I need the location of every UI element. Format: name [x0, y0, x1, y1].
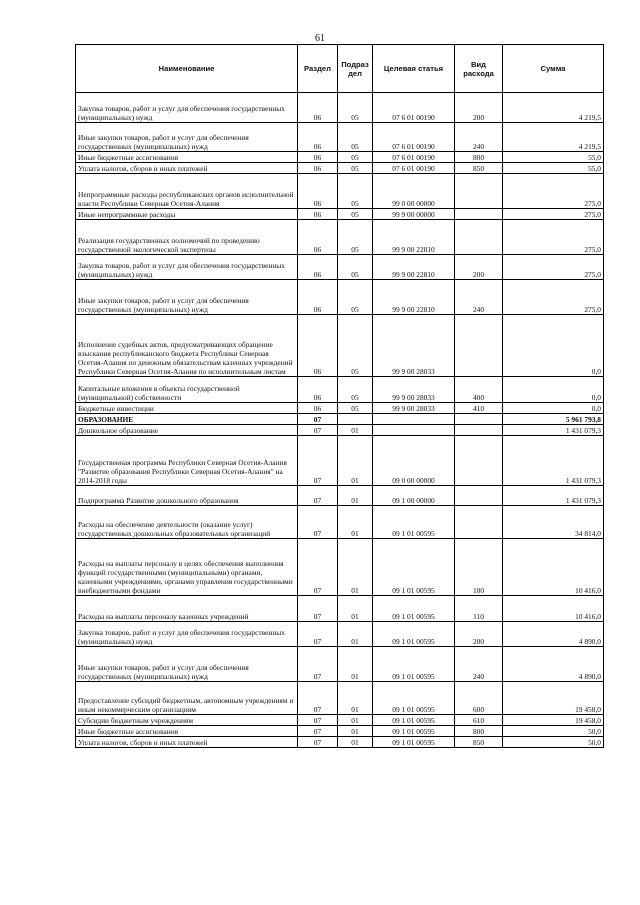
cell-section: 07 [298, 596, 338, 622]
cell-subsection: 05 [338, 174, 373, 209]
table-row [76, 123, 604, 152]
cell-amount: 275,0 [503, 280, 604, 315]
cell-section: 06 [298, 220, 338, 255]
cell-expense-type [455, 506, 503, 539]
table-row [76, 414, 604, 425]
table-row [76, 539, 604, 596]
cell-expense-type: 240 [455, 123, 503, 152]
table-row [76, 152, 604, 163]
budget-table [75, 44, 604, 748]
cell-expense-type [455, 414, 503, 425]
cell-subsection: 05 [338, 255, 373, 280]
cell-amount: 1 431 079,3 [503, 486, 604, 506]
table-row [76, 280, 604, 315]
cell-target: 09 1 01 00595 [373, 506, 455, 539]
cell-name: Субсидии бюджетным учреждениям [76, 715, 298, 726]
cell-subsection: 01 [338, 436, 373, 486]
cell-amount: 34 814,0 [503, 506, 604, 539]
cell-expense-type: 600 [455, 682, 503, 715]
cell-target: 09 1 01 00595 [373, 726, 455, 737]
cell-name: Бюджетные инвестиции [76, 403, 298, 414]
cell-amount: 0,0 [503, 377, 604, 403]
cell-name: Предоставление субсидий бюджетным, автономным учреждениям и иным некоммерческим организациям [76, 682, 298, 715]
cell-expense-type [455, 486, 503, 506]
cell-expense-type: 200 [455, 255, 503, 280]
cell-amount: 19 458,0 [503, 682, 604, 715]
table-row [76, 486, 604, 506]
table-row [76, 726, 604, 737]
cell-expense-type: 410 [455, 403, 503, 414]
cell-expense-type: 100 [455, 539, 503, 596]
cell-name: Капитальные вложения в объекты государственной (муниципальной) собственности [76, 377, 298, 403]
cell-name: Подпрограмма Развитие дошкольного образования [76, 486, 298, 506]
cell-section: 07 [298, 506, 338, 539]
cell-target: 99 9 00 22810 [373, 280, 455, 315]
cell-target: 09 1 00 00000 [373, 486, 455, 506]
cell-subsection: 05 [338, 280, 373, 315]
cell-subsection: 05 [338, 403, 373, 414]
cell-amount: 1 431 079,3 [503, 436, 604, 486]
cell-target: 99 9 00 28033 [373, 315, 455, 377]
cell-amount: 5 961 793,8 [503, 414, 604, 425]
table-row [76, 737, 604, 748]
table-row [76, 377, 604, 403]
cell-name: Закупка товаров, работ и услуг для обеспечения государственных (муниципальных) нужд [76, 622, 298, 647]
cell-expense-type: 400 [455, 377, 503, 403]
cell-subsection: 01 [338, 647, 373, 682]
cell-amount: 10 416,0 [503, 596, 604, 622]
cell-section: 07 [298, 682, 338, 715]
cell-section: 07 [298, 647, 338, 682]
cell-name: Расходы на обеспечение деятельности (оказание услуг) государственных дошкольных образовательных организаций [76, 506, 298, 539]
cell-section: 06 [298, 123, 338, 152]
table-row [76, 715, 604, 726]
table-row [76, 425, 604, 436]
cell-target [373, 425, 455, 436]
cell-name: Иные бюджетные ассигнования [76, 726, 298, 737]
table-row [76, 220, 604, 255]
table-row [76, 255, 604, 280]
cell-expense-type [455, 315, 503, 377]
cell-expense-type: 610 [455, 715, 503, 726]
cell-target: 09 1 01 00595 [373, 622, 455, 647]
cell-subsection: 05 [338, 209, 373, 220]
header-expense-type: Вид расхода [455, 45, 503, 93]
cell-amount: 55,0 [503, 163, 604, 174]
cell-amount: 0,0 [503, 315, 604, 377]
cell-subsection: 01 [338, 737, 373, 748]
cell-section: 06 [298, 174, 338, 209]
cell-expense-type: 850 [455, 163, 503, 174]
cell-section: 07 [298, 726, 338, 737]
table-row [76, 436, 604, 486]
cell-section: 07 [298, 622, 338, 647]
cell-subsection: 01 [338, 715, 373, 726]
cell-expense-type [455, 425, 503, 436]
table-header-row [76, 45, 604, 93]
cell-target: 99 9 00 22810 [373, 255, 455, 280]
cell-expense-type: 800 [455, 726, 503, 737]
cell-name: Расходы на выплаты персоналу казенных учреждений [76, 596, 298, 622]
cell-name: Уплата налогов, сборов и иных платежей [76, 163, 298, 174]
table-row [76, 506, 604, 539]
cell-section: 07 [298, 486, 338, 506]
cell-name: Закупка товаров, работ и услуг для обеспечения государственных (муниципальных) нужд [76, 255, 298, 280]
cell-section: 06 [298, 209, 338, 220]
cell-subsection: 01 [338, 726, 373, 737]
cell-amount: 275,0 [503, 209, 604, 220]
cell-amount: 4 890,0 [503, 622, 604, 647]
cell-amount: 275,0 [503, 174, 604, 209]
cell-name: Иные закупки товаров, работ и услуг для обеспечения государственных (муниципальных) нужд [76, 123, 298, 152]
cell-target: 99 9 00 28033 [373, 403, 455, 414]
cell-expense-type: 200 [455, 622, 503, 647]
cell-amount: 4 219,5 [503, 93, 604, 123]
cell-target: 09 1 01 00595 [373, 737, 455, 748]
cell-section: 06 [298, 280, 338, 315]
cell-name: Уплата налогов, сборов и иных платежей [76, 737, 298, 748]
cell-target: 07 6 01 00190 [373, 152, 455, 163]
cell-expense-type [455, 209, 503, 220]
cell-amount: 19 458,0 [503, 715, 604, 726]
table-row [76, 315, 604, 377]
table-row [76, 647, 604, 682]
cell-section: 07 [298, 414, 338, 425]
cell-name: Иные непрограммные расходы [76, 209, 298, 220]
page-number: 61 [315, 33, 325, 44]
cell-amount: 50,0 [503, 726, 604, 737]
cell-target: 09 1 01 00595 [373, 596, 455, 622]
cell-target: 09 1 01 00595 [373, 647, 455, 682]
cell-subsection: 05 [338, 315, 373, 377]
table-row [76, 596, 604, 622]
cell-name: Дошкольное образование [76, 425, 298, 436]
cell-subsection: 01 [338, 425, 373, 436]
cell-section: 06 [298, 255, 338, 280]
cell-amount: 50,0 [503, 737, 604, 748]
cell-section: 06 [298, 152, 338, 163]
cell-subsection: 01 [338, 506, 373, 539]
cell-target: 99 9 00 28033 [373, 377, 455, 403]
cell-section: 07 [298, 539, 338, 596]
cell-target: 07 6 01 00190 [373, 93, 455, 123]
cell-name: Иные закупки товаров, работ и услуг для обеспечения государственных (муниципальных) нужд [76, 280, 298, 315]
cell-target: 99 0 00 00000 [373, 174, 455, 209]
cell-amount: 10 416,0 [503, 539, 604, 596]
cell-amount: 275,0 [503, 255, 604, 280]
cell-section: 07 [298, 737, 338, 748]
header-section: Раздел [298, 45, 338, 93]
cell-name: Реализация государственных полномочий по проведению государственной экологической экспертизы [76, 220, 298, 255]
cell-name: Исполнение судебных актов, предусматривающих обращение взыскания республиканского бюджета Республики Северная Осетия-Алания по денежным обязательствам казенных учреждений Республики Северная Осетия-Алания по исполнительным листам [76, 315, 298, 377]
cell-target: 09 1 01 00595 [373, 715, 455, 726]
cell-expense-type: 240 [455, 280, 503, 315]
table-row [76, 174, 604, 209]
cell-name: Иные бюджетные ассигнования [76, 152, 298, 163]
cell-amount: 275,0 [503, 220, 604, 255]
cell-target [373, 414, 455, 425]
table-row [76, 403, 604, 414]
cell-expense-type [455, 174, 503, 209]
cell-expense-type [455, 436, 503, 486]
cell-name: Закупка товаров, работ и услуг для обеспечения государственных (муниципальных) нужд [76, 93, 298, 123]
cell-section: 06 [298, 377, 338, 403]
cell-section: 07 [298, 425, 338, 436]
cell-name: Расходы на выплаты персоналу в целях обеспечения выполнения функций государственными (муниципальными) органами, казенными учреждениями, органами управления государственными внебюджетными фондами [76, 539, 298, 596]
cell-section: 06 [298, 315, 338, 377]
cell-subsection: 05 [338, 220, 373, 255]
cell-expense-type: 240 [455, 647, 503, 682]
header-amount: Сумма [503, 45, 604, 93]
cell-target: 09 1 01 00595 [373, 539, 455, 596]
cell-target: 99 9 00 22810 [373, 220, 455, 255]
cell-subsection: 01 [338, 486, 373, 506]
cell-subsection: 05 [338, 152, 373, 163]
cell-expense-type: 850 [455, 737, 503, 748]
cell-name: ОБРАЗОВАНИЕ [76, 414, 298, 425]
cell-target: 09 0 00 00000 [373, 436, 455, 486]
cell-subsection: 01 [338, 682, 373, 715]
header-subsection: Подраз дел [338, 45, 373, 93]
table-row [76, 682, 604, 715]
cell-section: 07 [298, 715, 338, 726]
cell-target: 07 6 01 00190 [373, 123, 455, 152]
cell-name: Непрограммные расходы республиканских органов исполнительной власти Республики Северная Осетия-Алания [76, 174, 298, 209]
cell-expense-type [455, 220, 503, 255]
table-row [76, 163, 604, 174]
cell-expense-type: 200 [455, 93, 503, 123]
cell-subsection: 01 [338, 539, 373, 596]
table-row [76, 93, 604, 123]
cell-expense-type: 800 [455, 152, 503, 163]
cell-amount: 1 431 079,3 [503, 425, 604, 436]
cell-subsection: 05 [338, 93, 373, 123]
table-row [76, 622, 604, 647]
cell-subsection: 01 [338, 622, 373, 647]
cell-target: 99 9 00 00000 [373, 209, 455, 220]
cell-subsection: 05 [338, 377, 373, 403]
cell-section: 06 [298, 163, 338, 174]
cell-name: Государственная программа Республики Северная Осетия-Алания "Развитие образования Республики Северная Осетия-Алания" на 2014-2018 годы [76, 436, 298, 486]
cell-subsection [338, 414, 373, 425]
cell-subsection: 05 [338, 163, 373, 174]
header-name: Наименование [76, 45, 298, 93]
cell-name: Иные закупки товаров, работ и услуг для обеспечения государственных (муниципальных) нужд [76, 647, 298, 682]
cell-amount: 4 890,0 [503, 647, 604, 682]
cell-target: 09 1 01 00595 [373, 682, 455, 715]
cell-section: 06 [298, 93, 338, 123]
cell-amount: 0,0 [503, 403, 604, 414]
cell-section: 07 [298, 436, 338, 486]
cell-amount: 55,0 [503, 152, 604, 163]
cell-section: 06 [298, 403, 338, 414]
cell-amount: 4 219,5 [503, 123, 604, 152]
table-body [76, 93, 604, 748]
cell-subsection: 01 [338, 596, 373, 622]
table-row [76, 209, 604, 220]
header-target: Целевая статья [373, 45, 455, 93]
cell-target: 07 6 01 00190 [373, 163, 455, 174]
cell-expense-type: 110 [455, 596, 503, 622]
cell-subsection: 05 [338, 123, 373, 152]
